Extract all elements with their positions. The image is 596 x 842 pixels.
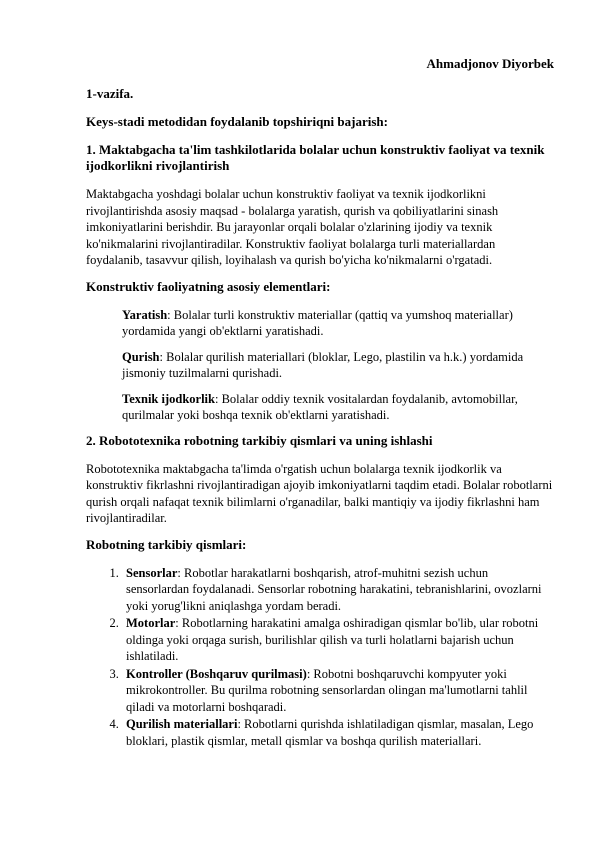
part-term: Sensorlar bbox=[126, 565, 178, 580]
section1-paragraph: Maktabgacha yoshdagi bolalar uchun konstruktiv faoliyat va texnik ijodkorlikni rivojlantirishda asosiy maqsad - bolalarga yaratish, qurish va qobiliyatlarini sinash imkoniyatlarini berishdir. Bu jarayonlar orqali bolalar o'zlarining ijodiy va texnik ko'nikmalarini rivojlantiradilar. Konstruktiv faoliyat bolalarga turli materiallardan foydalanib, tasavvur qilish, loyihalash va qurish bo'yicha ko'nikmalarni o'rgatadi. bbox=[86, 187, 499, 267]
section2-paragraph: Robototexnika maktabgacha ta'limda o'rgatish uchun bolalarga texnik ijodkorlik va konstruktiv fikrlashni rivojlantiradigan ajoyib imkoniyatlarni taqdim etadi. Bolalar robotlarni qurish orqali nafaqat texnik bilimlarni o'rganadilar, balki mantiqiy va ijodiy fikrlashni ham rivojlantiradilar. bbox=[86, 461, 553, 525]
element-term: Qurish bbox=[122, 349, 160, 364]
parts-list bbox=[86, 565, 554, 750]
list-item bbox=[122, 666, 554, 716]
element-item bbox=[122, 349, 554, 382]
author-name: Ahmadjonov Diyorbek bbox=[426, 56, 554, 71]
part-term: Motorlar bbox=[126, 616, 176, 630]
list-item bbox=[122, 615, 554, 665]
part-text: : Robotlarni qurishda ishlatiladigan qismlar, masalan, Lego bloklari, plastik qismlar, metall qismlar va boshqa qurilish materiallari. bbox=[126, 717, 534, 748]
element-item bbox=[122, 391, 554, 424]
element-text: : Bolalar qurilish materiallari (bloklar, Lego, plastilin va h.k.) yordamida jismoniy tuzilmalarni qurishadi. bbox=[122, 349, 524, 380]
elements-list bbox=[122, 307, 554, 424]
part-text: : Robotlarning harakatini amalga oshiradigan qismlar bo'lib, ular robotni oldinga yoki orqaga surish, burilishlar qilish va turli holatlarni bajarish uchun ishlatiladi. bbox=[126, 616, 539, 663]
task-instruction: Keys-stadi metodidan foydalanib topshiriqni bajarish: bbox=[86, 114, 388, 129]
element-text: : Bolalar turli konstruktiv materiallar (qattiq va yumshoq materiallar) yordamida yangi ob'ektlarni yaratishadi. bbox=[122, 307, 513, 338]
list-item bbox=[122, 565, 554, 615]
element-item bbox=[122, 307, 554, 340]
part-text: : Robotni boshqaruvchi kompyuter yoki mikrokontroller. Bu qurilma robotning sensorlardan olingan ma'lumotlarni tahlil qiladi va motorlarni boshqaradi. bbox=[126, 666, 528, 714]
section1-heading: 1. Maktabgacha ta'lim tashkilotlarida bolalar uchun konstruktiv faoliyat va texnik ijodkorlikni rivojlantirish bbox=[86, 142, 545, 173]
element-term: Yaratish bbox=[122, 307, 168, 322]
part-term: Qurilish materiallari bbox=[126, 717, 238, 731]
elements-heading: Konstruktiv faoliyatning asosiy elementlari: bbox=[86, 278, 331, 294]
element-term: Texnik ijodkorlik bbox=[122, 391, 215, 406]
task-number: 1-vazifa. bbox=[86, 86, 134, 101]
part-text: : Robotlar harakatlarni boshqarish, atrof-muhitni sezish uchun sensorlardan foydalanadi. Sensorlar robotning harakatini, tebranishlarini, ovozlarni yoki yorug'likni aniqlashga yordam beradi. bbox=[126, 565, 542, 613]
parts-heading: Robotning tarkibiy qismlari: bbox=[86, 536, 247, 552]
list-item bbox=[122, 716, 554, 749]
section2-heading: 2. Robototexnika robotning tarkibiy qismlari va uning ishlashi bbox=[86, 432, 433, 448]
element-text: : Bolalar oddiy texnik vositalardan foydalanib, avtomobillar, qurilmalar yoki boshqa texnik ob'ektlarni yaratishadi. bbox=[122, 391, 518, 422]
part-term: Kontroller (Boshqaruv qurilmasi) bbox=[126, 666, 307, 681]
